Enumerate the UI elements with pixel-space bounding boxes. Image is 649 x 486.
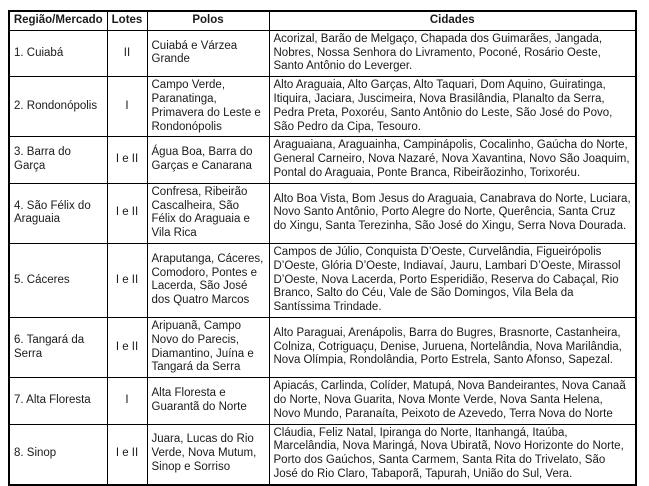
cell-lotes: I e II	[107, 243, 147, 317]
table-row	[9, 183, 636, 243]
cell-regiao-mercado: 4. São Félix do Araguaia	[9, 183, 107, 243]
cell-polos: Alta Floresta e Guarantã do Norte	[147, 378, 269, 424]
header-row	[9, 11, 636, 30]
cell-lotes: I	[107, 378, 147, 424]
cell-regiao-mercado: 8. Sinop	[9, 424, 107, 485]
cell-polos: Juara, Lucas do Rio Verde, Nova Mutum, Sinop e Sorriso	[147, 424, 269, 485]
cell-polos: Cuiabá e Várzea Grande	[147, 30, 269, 76]
cell-cidades: Cláudia, Feliz Natal, Ipiranga do Norte, Itanhangá, Itaúba, Marcelândia, Nova Maringá, Nova Ubiratã, Novo Horizonte do Norte, Porto dos Gaúchos, Santa Carmem, Santa Rita do Trivelato, São José do Rio Claro, Tabaporã, Tapurah, União do Sul, Vera.	[269, 424, 636, 485]
cell-lotes: I e II	[107, 137, 147, 183]
column-header-lotes: Lotes	[107, 11, 147, 30]
cell-cidades: Alto Paraguai, Arenápolis, Barra do Bugres, Brasnorte, Castanheira, Colniza, Cotriguaçu, Denise, Juruena, Nortelândia, Nova Marilândia, Nova Olímpia, Rondolândia, Porto Estrela, Santo Afonso, Sapezal.	[269, 317, 636, 377]
cell-regiao-mercado: 2. Rondonópolis	[9, 77, 107, 137]
cell-polos: Confresa, Ribeirão Cascalheira, São Félix do Araguaia e Vila Rica	[147, 183, 269, 243]
cell-cidades: Alto Boa Vista, Bom Jesus do Araguaia, Canabrava do Norte, Luciara, Novo Santo Antônio, Porto Alegre do Norte, Querência, Santa Cruz do Xingu, Santa Terezinha, São José do Xingu, Serra Nova Dourada.	[269, 183, 636, 243]
cell-cidades: Campos de Júlio, Conquista D’Oeste, Curvelândia, Figueirópolis D’Oeste, Glória D’Oeste, Indiavaí, Jauru, Lambari D’Oeste, Mirassol D’Oeste, Nova Lacerda, Porto Esperidião, Reserva do Cabaçal, Rio Branco, Salto do Céu, Vale de São Domingos, Vila Bela da Santíssima Trindade.	[269, 243, 636, 317]
table-row	[9, 378, 636, 424]
cell-cidades: Apiacás, Carlinda, Colíder, Matupá, Nova Bandeirantes, Nova Canaã do Norte, Nova Guarita, Nova Monte Verde, Nova Santa Helena, Novo Mundo, Paranaíta, Peixoto de Azevedo, Terra Nova do Norte	[269, 378, 636, 424]
column-header-polos: Polos	[147, 11, 269, 30]
cell-lotes: I e II	[107, 317, 147, 377]
column-header-cidades: Cidades	[269, 11, 636, 30]
cell-polos: Aripuanã, Campo Novo do Parecis, Diamantino, Juína e Tangará da Serra	[147, 317, 269, 377]
table-row	[9, 243, 636, 317]
table-row	[9, 30, 636, 76]
table-row	[9, 77, 636, 137]
cell-regiao-mercado: 1. Cuiabá	[9, 30, 107, 76]
cell-regiao-mercado: 5. Cáceres	[9, 243, 107, 317]
cell-lotes: I e II	[107, 424, 147, 485]
cell-regiao-mercado: 7. Alta Floresta	[9, 378, 107, 424]
table-body	[9, 30, 636, 484]
cell-lotes: II	[107, 30, 147, 76]
cell-cidades: Acorizal, Barão de Melgaço, Chapada dos Guimarães, Jangada, Nobres, Nossa Senhora do Livramento, Poconé, Rosário Oeste, Santo Antônio do Leverger.	[269, 30, 636, 76]
column-header-regiao-mercado: Região/Mercado	[9, 11, 107, 30]
table-row	[9, 317, 636, 377]
regions-markets-table	[8, 10, 637, 486]
cell-regiao-mercado: 6. Tangará da Serra	[9, 317, 107, 377]
cell-regiao-mercado: 3. Barra do Garça	[9, 137, 107, 183]
table-row	[9, 424, 636, 485]
cell-polos: Araputanga, Cáceres, Comodoro, Pontes e Lacerda, São José dos Quatro Marcos	[147, 243, 269, 317]
cell-polos: Água Boa, Barra do Garças e Canarana	[147, 137, 269, 183]
cell-cidades: Araguaiana, Araguainha, Campinápolis, Cocalinho, Gaúcha do Norte, General Carneiro, Nova Nazaré, Nova Xavantina, Novo São Joaquim, Pontal do Araguaia, Ponte Branca, Ribeirãozinho, Torixoréu.	[269, 137, 636, 183]
cell-lotes: I e II	[107, 183, 147, 243]
cell-polos: Campo Verde, Paranatinga, Primavera do Leste e Rondonópolis	[147, 77, 269, 137]
cell-cidades: Alto Araguaia, Alto Garças, Alto Taquari, Dom Aquino, Guiratinga, Itiquira, Jaciara, Juscimeira, Nova Brasilândia, Planalto da Serra, Pedra Preta, Poxoréu, Santo Antônio do Leste, São José do Povo, São Pedro da Cipa, Tesouro.	[269, 77, 636, 137]
cell-lotes: I	[107, 77, 147, 137]
table-row	[9, 137, 636, 183]
